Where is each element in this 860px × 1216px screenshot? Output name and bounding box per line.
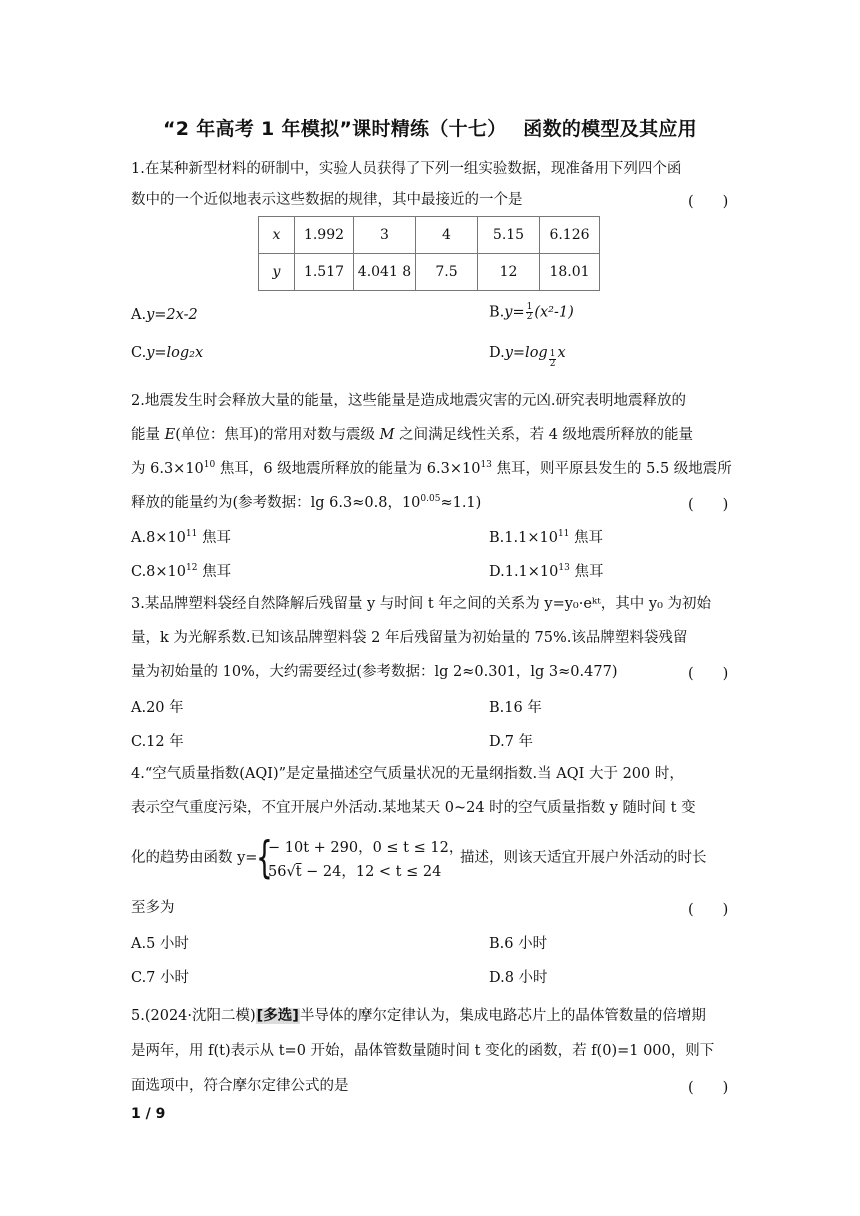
- fraction: $\frac{1}{2}$: [526, 302, 533, 322]
- q3-line-3: 量为初始量的 10%，大约需要经过(参考数据：lg 2≈0.301，lg 3≈0.477): [131, 664, 618, 680]
- q4-line-4: 至多为: [131, 900, 175, 916]
- q1-line-1: 1.在某种新型材料的研制中，实验人员获得了下列一组实验数据，现准备用下列四个函: [131, 161, 682, 177]
- table-cell: 4: [416, 217, 478, 254]
- table-cell: 1.992: [295, 217, 354, 254]
- q3-option-d[interactable]: D.7 年: [489, 734, 534, 750]
- table-cell: 1.517: [295, 254, 354, 291]
- q2-line-3: 为 $6.3\times 10^{10}$ 焦耳，6 级地震所释放的能量为 $6.3\times 10^{13}$ 焦耳，则平原县发生的 5.5 级地震所: [131, 460, 732, 477]
- q4-line-2: 表示空气重度污染，不宜开展户外活动.某地某天 0~24 时的空气质量指数 y 随时间 t 变: [131, 800, 696, 816]
- q3-option-a[interactable]: A.20 年: [131, 700, 184, 716]
- table-cell: 12: [478, 254, 540, 291]
- q2-line-2: 能量 E(单位：焦耳)的常用对数与震级 M 之间满足线性关系，若 4 级地震所释放的能量: [131, 427, 694, 443]
- table-cell: 5.15: [478, 217, 540, 254]
- q4-option-b[interactable]: B.6 小时: [489, 936, 548, 952]
- q2-option-a[interactable]: $A.8\times 10^{11}$ 焦耳: [131, 529, 231, 546]
- page-title: “2 年高考 1 年模拟”课时精练（十七） 函数的模型及其应用: [163, 118, 697, 140]
- page-number: 1 / 9: [131, 1106, 166, 1122]
- piecewise-case-2: 56√t − 24，12 < t ≤ 24: [268, 864, 442, 880]
- q2-line-4: 释放的能量约为(参考数据：lg 6.3≈0.8，$10^{0.05}\approx 1.1$): [131, 494, 482, 511]
- q4-option-a[interactable]: A.5 小时: [131, 936, 189, 952]
- q1-data-table: [258, 216, 600, 291]
- q4-option-c[interactable]: C.7 小时: [131, 970, 190, 986]
- q2-option-c[interactable]: $C.8\times 10^{12}$ 焦耳: [131, 563, 232, 580]
- multi-select-tag: [多选]: [256, 1008, 299, 1024]
- q2-line-1: 2.地震发生时会释放大量的能量，这些能量是造成地震灾害的元凶.研究表明地震释放的: [131, 393, 686, 409]
- q2-option-b[interactable]: $B.1.1\times 10^{11}$ 焦耳: [489, 529, 603, 546]
- table-cell: 18.01: [540, 254, 600, 291]
- q4-line-3-suffix: 描述，则该天适宜开展户外活动的时长: [460, 850, 707, 866]
- table-row: [259, 217, 600, 254]
- q4-answer-bracket: ( ): [688, 902, 729, 918]
- q3-answer-bracket: ( ): [688, 666, 729, 682]
- q4-line-1: 4.“空气质量指数(AQI)”是定量描述空气质量状况的无量纲指数.当 AQI 大于 200 时，: [131, 766, 684, 782]
- q3-line-1: 3.某品牌塑料袋经自然降解后残留量 y 与时间 t 年之间的关系为 y=y₀·eᵏᵗ，其中 y₀ 为初始: [131, 596, 712, 612]
- q1-answer-bracket: ( ): [688, 194, 729, 210]
- table-row: [259, 254, 600, 291]
- table-cell: 6.126: [540, 217, 600, 254]
- q5-answer-bracket: ( ): [688, 1080, 729, 1096]
- q5-line-2: 是两年，用 f(t)表示从 t=0 开始，晶体管数量随时间 t 变化的函数，若 f(0)=1 000，则下: [131, 1043, 715, 1059]
- table-cell: 7.5: [416, 254, 478, 291]
- table-cell: 3: [354, 217, 416, 254]
- q3-line-2: 量，k 为光解系数.已知该品牌塑料袋 2 年后残留量为初始量的 75%.该品牌塑料袋残留: [131, 630, 688, 646]
- q4-line-3-prefix: 化的趋势由函数 y=: [131, 850, 258, 866]
- q5-line-3: 面选项中，符合摩尔定律公式的是: [131, 1078, 349, 1094]
- q2-option-d[interactable]: $D.1.1\times 10^{13}$ 焦耳: [489, 563, 604, 580]
- q1-line-2: 数中的一个近似地表示这些数据的规律，其中最接近的一个是: [131, 192, 523, 208]
- q5-line-1: 5.(2024·沈阳二模)[多选]半导体的摩尔定律认为，集成电路芯片上的晶体管数量的倍增期: [131, 1008, 706, 1024]
- q1-option-c[interactable]: C.y=log₂x: [131, 345, 204, 361]
- table-header-x: x: [272, 227, 281, 243]
- table-header-y: y: [272, 264, 281, 280]
- q3-option-c[interactable]: C.12 年: [131, 734, 184, 750]
- q1-option-b[interactable]: B.y= $\frac{1}{2}$ (x²-1): [489, 302, 574, 322]
- piecewise-case-1: − 10t + 290，0 ≤ t ≤ 12，: [268, 840, 464, 856]
- q1-option-a[interactable]: A.y=2x-2: [131, 307, 198, 323]
- piecewise-brace: {: [256, 832, 273, 883]
- fraction-subscript: $\frac{1}{2}$: [549, 349, 556, 369]
- q1-option-d[interactable]: D.y=log $\frac{1}{2}$ x: [489, 345, 566, 369]
- q2-answer-bracket: ( ): [688, 497, 729, 513]
- table-cell: 4.041 8: [354, 254, 416, 291]
- q4-option-d[interactable]: D.8 小时: [489, 970, 548, 986]
- q3-option-b[interactable]: B.16 年: [489, 700, 542, 716]
